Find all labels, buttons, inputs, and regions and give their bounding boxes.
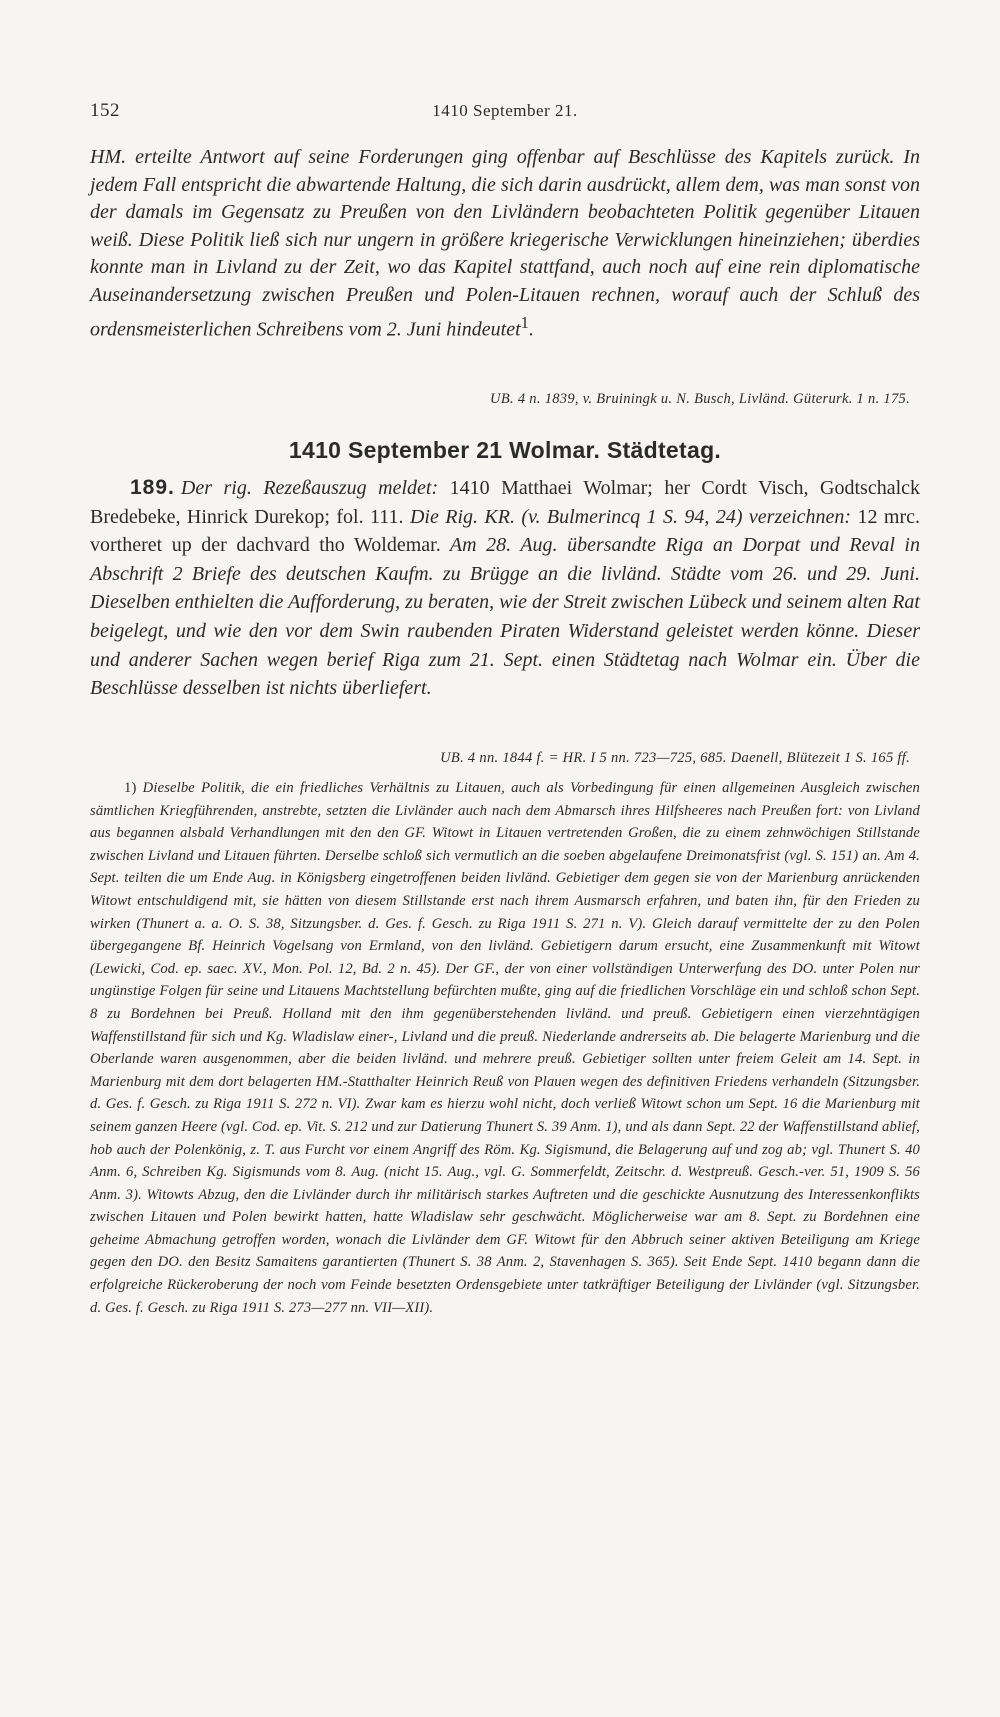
page-header	[90, 100, 920, 126]
footnote-text: Dieselbe Politik, die ein friedliches Verhältnis zu Litauen, auch als Vorbedingung für einen allgemeinen Ausgleich zwischen sämtlichen Kriegführenden, anstrebte, setzten die Livländer auch nach dem Abmarsch ihres Hilfsheeres nach Preußen fort: von Livland aus begannen alsbald Verhandlungen mit den den GF. Witowt in Litauen vertretenden Großen, die zu einem zehnwöchigen Stillstande zwischen Livland und Litauen führten. Derselbe schloß sich vermutlich an die soeben abgelaufene Dreimonatsfrist (vgl. S. 151) an. Am 4. Sept. teilten die um Ende Aug. in Königsberg eingetroffenen beiden livländ. Gebietiger dem gegen sie von der Marienburg anrückenden Witowt entschuldigend mit, sie hätten von diesem Stillstande erst nach ihrem Ausmarsch erfahren, und baten ihn, für den Frieden zu wirken (Thunert a. a. O. S. 38, Sitzungsber. d. Ges. f. Gesch. zu Riga 1911 S. 271 n. V). Gleich darauf vermittelte der zu den Polen übergegangene Bf. Heinrich Vogelsang von Ermland, von den livländ. Gebietigern darum ersucht, eine Zusammenkunft mit Witowt (Lewicki, Cod. ep. saec. XV., Mon. Pol. 12, Bd. 2 n. 45). Der GF., der von einer vollständigen Unterwerfung des DO. unter Polen nur ungünstige Folgen für seine und Litauens Machtstellung befürchten mußte, ging auf die friedlichen Vorschläge ein und schloß schon Sept. 8 zu Bordehnen bei Preuß. Holland mit den ihm gegenüberstehenden livländ. und preuß. Gebietigern einen vierzehntägigen Waffenstillstand für sich und Kg. Wladislaw einer-, Livland und die preuß. Niederlande andrerseits ab. Die belagerte Marienburg und die Oberlande waren ausgenommen, aber die beiden livländ. und mehrere preuß. Gebietiger sollten unter freiem Geleit am 14. Sept. in Marienburg mit dem dort belagerten HM.-Statthalter Heinrich Reuß von Plauen wegen des definitiven Friedens verhandeln (Sitzungsber. d. Ges. f. Gesch. zu Riga 1911 S. 272 n. VI). Zwar kam es hierzu wohl nicht, doch verließ Witowt schon um Sept. 16 die Marienburg mit seinem ganzen Heere (vgl. Cod. ep. Vit. S. 212 und zur Datierung Thunert S. 39 Anm. 1), und als dann Sept. 22 der Waffenstillstand ablief, hob auch der Polenkönig, z. T. aus Furcht vor einem Angriff des Röm. Kg. Sigismund, die Belagerung auf und zog ab; vgl. Thunert S. 40 Anm. 6, Schreiben Kg. Sigismunds vom 8. Aug. (nicht 15. Aug., vgl. G. Sommerfeldt, Zeitschr. d. Westpreuß. Gesch.-ver. 51, 1909 S. 56 Anm. 3). Witowts Abzug, den die Livländer durch ihr militärisch starkes Auftreten und die geschickte Ausnutzung des Interessenkonflikts zwischen Litauen und Polen bewirkt hatten, hatte Wladislaw sehr geschwächt. Möglicherweise war am 8. Sept. zu Bordehnen eine geheime Abmachung getroffen worden, wonach die Livländer dem GF. Witowt für den Abbruch seiner aktiven Beteiligung am Kriege gegen den DO. den Besitz Samaitens garantierten (Thunert S. 38 Anm. 2, Stavenhagen S. 365). Seit Ende Sept. 1410 begann dann die erfolgreiche Rückeroberung der noch vom Feinde besetzten Ordensgebiete unter tatkräftiger Beteiligung der Livländer (vgl. Sitzungsber. d. Ges. f. Gesch. zu Riga 1911 S. 273—277 nn. VII—XII).	[90, 780, 920, 1316]
entry-source-reference: UB. 4 nn. 1844 f. = HR. I 5 nn. 723—725, 685. Daenell, Blütezeit 1 S. 165 ff.	[440, 750, 910, 766]
intro-source-reference: UB. 4 n. 1839, v. Bruiningk u. N. Busch, Livländ. Güterurk. 1 n. 175.	[490, 391, 910, 407]
section-heading: 1410 September 21 Wolmar. Städtetag.	[288, 437, 722, 463]
entry-text-5: Am 28. Aug. übersandte Riga an Dorpat und Reval in Abschrift 2 Briefe des deutschen Kaufm. zu Brügge an die livländ. Städte vom 26. und 29. Juni. Dieselben enthielten die Aufforderung, zu beraten, wie der Streit zwischen Lübeck und seinem alten Rat beigelegt, und wie den vor dem Swin raubenden Piraten Widerstand geleistet werden könne. Dieser und anderer Sachen wegen berief Riga zum 21. Sept. einen Städtetag nach Wolmar ein. Über die Beschlüsse desselben ist nichts überliefert.	[90, 534, 920, 700]
entry-text-2: 1410 Matthaei Wolmar; her Cordt Visch, Godtschalck Bredebeke, Hinrick Durekop; fol. 111.	[90, 477, 921, 528]
entry-paragraph	[90, 474, 920, 703]
entry-number: 189.	[130, 476, 175, 499]
entry-text-4: 12 mrc. vortheret up der dachvard tho Woldemar.	[90, 505, 921, 557]
entry-text-1: Der rig. Rezeßauszug meldet:	[180, 477, 439, 499]
running-title: 1410 September 21.	[432, 101, 578, 120]
footnote-reference-mark: 1	[520, 313, 529, 332]
page-number: 152	[90, 100, 120, 121]
intro-paragraph: HM. erteilte Antwort auf seine Forderungen ging offenbar auf Beschlüsse des Kapitels zurück. In jedem Fall entspricht die abwartende Haltung, die sich darin ausdrückt, allem dem, was man sonst von der damals im Gegensatz zu Preußen von den Livländern beobachteten Politik gegenüber Litauen weiß. Diese Politik ließ sich nur ungern in größere kriegerische Verwicklungen hineinziehen; überdies konnte man in Livland zu der Zeit, wo das Kapitel stattfand, auch noch auf eine rein diplomatische Auseinandersetzung zwischen Preußen und Polen-Litauen rechnen, worauf auch der Schluß des ordensmeisterlichen Schreibens vom 2. Juni hindeutet$^1$.	[90, 146, 920, 341]
footnote-mark: 1)	[124, 780, 137, 796]
entry-text-3: Die Rig. KR. (v. Bulmerincq 1 S. 94, 24) verzeichnen:	[409, 505, 852, 528]
footnote	[90, 777, 920, 1319]
intro-paragraph-text: HM. erteilte Antwort auf seine Forderungen ging offenbar auf Beschlüsse des Kapitels zurück. In jedem Fall entspricht die abwartende Haltung, die sich darin ausdrückt, allem dem, was man sonst von der damals im Gegensatz zu Preußen von den Livländern beobachteten Politik gegenüber Litauen weiß. Diese Politik ließ sich nur ungern in größere kriegerische Verwicklungen hineinziehen; überdies konnte man in Livland zu der Zeit, wo das Kapitel stattfand, auch noch auf eine rein diplomatische Auseinandersetzung zwischen Preußen und Polen-Litauen rechnen, worauf auch der Schluß des ordensmeisterlichen Schreibens vom 2. Juni hindeutet	[90, 146, 920, 341]
